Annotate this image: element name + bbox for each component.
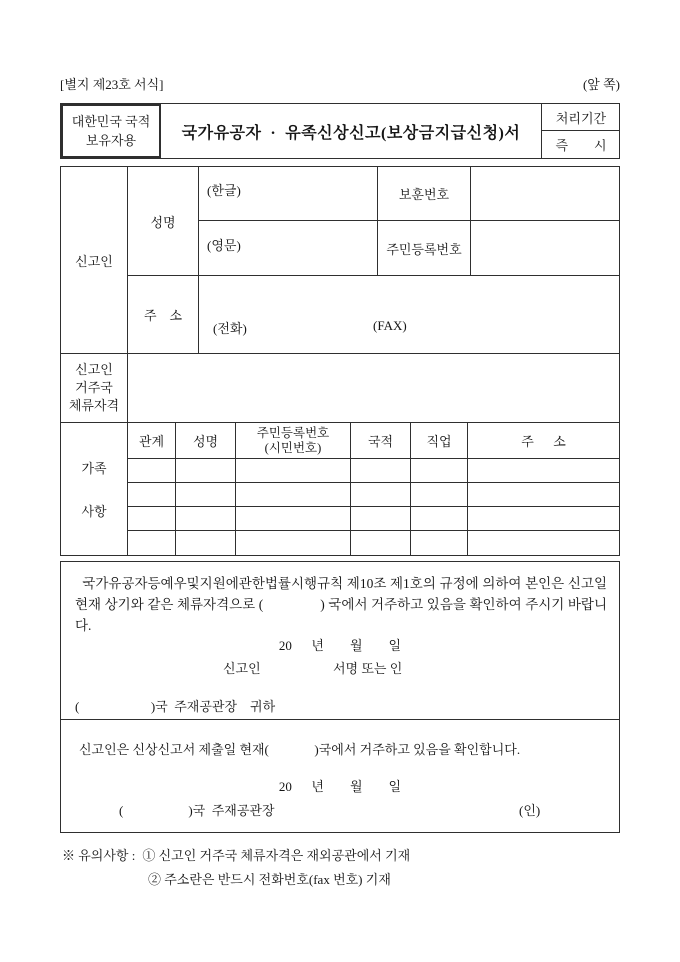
page-side-label: (앞 쪽) xyxy=(582,77,620,92)
audience-line1: 대한민국 국적 xyxy=(71,114,151,129)
seal-label: (인) xyxy=(519,803,541,818)
fax-label: (FAX) xyxy=(373,318,407,333)
family-cell-relation[interactable] xyxy=(128,531,176,555)
family-cell-name[interactable] xyxy=(176,483,236,507)
audience-line2: 보유자용 xyxy=(85,133,137,148)
residency-section-label xyxy=(61,354,128,423)
family-col-resident-no xyxy=(236,423,351,459)
family-col-nationality: 국적 xyxy=(351,423,411,459)
notes-marker: ※ 유의사항 : xyxy=(62,848,136,863)
family-cell-nationality[interactable] xyxy=(351,531,411,555)
family-label-line1: 가족 xyxy=(81,461,107,476)
family-cell-occupation[interactable] xyxy=(411,507,468,531)
family-col-occupation: 직업 xyxy=(411,423,468,459)
form-reference-label: [별지 제23호 서식] xyxy=(60,77,164,92)
family-col-name: 성명 xyxy=(176,423,236,459)
addressee-line: ( )국 주재공관장 귀하 xyxy=(75,699,276,714)
address-field[interactable] xyxy=(199,276,619,354)
veteran-number-field[interactable] xyxy=(471,167,619,221)
family-cell-relation[interactable] xyxy=(128,507,176,531)
declaration-box xyxy=(60,561,620,833)
family-cell-relation[interactable] xyxy=(128,459,176,483)
name-english-label: (영문) xyxy=(207,238,241,253)
residency-label-line1: 신고인 xyxy=(75,362,113,377)
declaration-body: 국가유공자등예우및지원에관한법률시행규칙 제10조 제1호의 규정에 의하여 본인은 신고일 현재 상기와 같은 체류자격으로 ( ) 국에서 거주하고 있음을 확인하여 주시기 바랍니다. xyxy=(75,576,611,633)
family-cell-resident-no[interactable] xyxy=(236,531,351,555)
address-label: 주 소 xyxy=(128,276,199,354)
family-cell-nationality[interactable] xyxy=(351,507,411,531)
family-col-address: 주 소 xyxy=(468,423,619,459)
name-korean-field[interactable] xyxy=(199,167,378,221)
family-col-relation: 관계 xyxy=(128,423,176,459)
declaration-date-line: 20 년 월 일 xyxy=(278,638,402,653)
family-cell-resident-no[interactable] xyxy=(236,483,351,507)
confirmation-body: 신고인은 신상신고서 제출일 현재( )국에서 거주하고 있음을 확인합니다. xyxy=(79,742,521,757)
family-cell-nationality[interactable] xyxy=(351,459,411,483)
audience-box xyxy=(61,104,161,158)
notes-line1 xyxy=(62,845,410,864)
confirmation-date-line: 20 년 월 일 xyxy=(278,779,402,794)
name-korean-label: (한글) xyxy=(207,183,241,198)
family-col-resident-no-line1: 주민등록번호 xyxy=(256,425,330,440)
applicant-section-label: 신고인 xyxy=(61,167,128,354)
family-label-line2: 사항 xyxy=(81,504,107,519)
phone-label: (전화) xyxy=(213,321,247,336)
resident-number-field[interactable] xyxy=(471,221,619,276)
form-title: 국가유공자 · 유족신상신고(보상금지급신청)서 xyxy=(181,124,521,142)
confirmation-signer-line: ( )국 주재공관장 xyxy=(119,803,275,818)
section-divider xyxy=(61,719,619,720)
family-cell-name[interactable] xyxy=(176,531,236,555)
residency-label-line2: 거주국 xyxy=(75,380,113,395)
family-col-resident-no-line2: (시민번호) xyxy=(264,440,322,455)
family-cell-occupation[interactable] xyxy=(411,459,468,483)
family-cell-nationality[interactable] xyxy=(351,483,411,507)
family-cell-resident-no[interactable] xyxy=(236,459,351,483)
family-cell-occupation[interactable] xyxy=(411,483,468,507)
processing-time-value: 즉 시 xyxy=(555,138,607,153)
family-cell-address[interactable] xyxy=(468,507,619,531)
family-cell-name[interactable] xyxy=(176,459,236,483)
family-cell-address[interactable] xyxy=(468,531,619,555)
signature-label: 서명 또는 인 xyxy=(333,661,403,676)
veteran-number-label: 보훈번호 xyxy=(378,167,471,221)
family-cell-occupation[interactable] xyxy=(411,531,468,555)
family-cell-resident-no[interactable] xyxy=(236,507,351,531)
family-cell-name[interactable] xyxy=(176,507,236,531)
name-english-field[interactable] xyxy=(199,221,378,276)
resident-number-label: 주민등록번호 xyxy=(378,221,471,276)
notes-item1: ① 신고인 거주국 체류자격은 재외공관에서 기재 xyxy=(142,848,411,863)
family-section-label xyxy=(61,423,128,555)
declarant-label: 신고인 xyxy=(223,661,261,676)
processing-time-box xyxy=(541,104,619,158)
main-table xyxy=(60,166,620,556)
header-table xyxy=(60,103,620,159)
family-cell-address[interactable] xyxy=(468,459,619,483)
family-cell-address[interactable] xyxy=(468,483,619,507)
notes-item2: ② 주소란은 반드시 전화번호(fax 번호) 기재 xyxy=(148,872,391,887)
family-cell-relation[interactable] xyxy=(128,483,176,507)
applicant-name-label: 성명 xyxy=(128,167,199,276)
residency-status-field[interactable] xyxy=(128,354,619,423)
processing-time-label: 처리기간 xyxy=(542,104,620,131)
residency-label-line3: 체류자격 xyxy=(68,398,120,413)
